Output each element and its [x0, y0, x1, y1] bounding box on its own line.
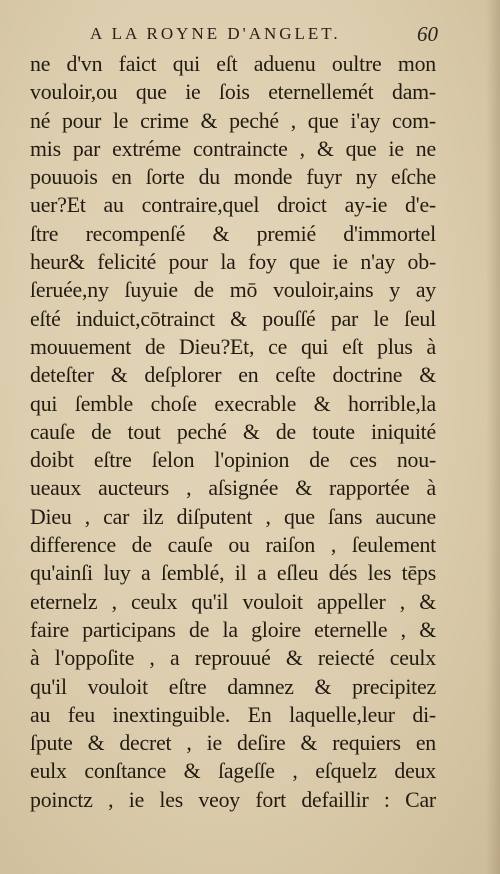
text-line: au feu inextinguible. En laquelle,leur di-: [30, 702, 436, 727]
text-line: poinctz , ie les veoy fort defaillir : Car: [30, 787, 436, 812]
body-text: [30, 50, 436, 814]
page-edge-shadow: [486, 0, 500, 874]
text-line: ſpute & decret , ie deſire & requiers en: [30, 731, 436, 756]
text-line: mis par extréme contraincte , & que ie ne: [30, 136, 436, 161]
text-line: vouloir,ou que ie ſois eternellemét dam-: [30, 80, 436, 105]
text-line: uer?Et au contraire,quel droict ay-ie d'e-: [30, 193, 436, 218]
text-line: né pour le crime & peché , que i'ay com-: [30, 108, 436, 133]
text-line: qu'ainſi luy a ſemblé, il a eſleu dés les tēps: [30, 561, 436, 586]
text-line: ſeruée,ny ſuyuie de mō vouloir,ains y ay: [30, 278, 436, 303]
text-line: ueaux aucteurs , aſsignée & rapportée à: [30, 476, 436, 501]
text-line: eulx conſtance & ſageſſe , eſquelz deux: [30, 759, 436, 784]
page-number: 60: [417, 22, 438, 46]
text-line: heur& felicité pour la foy que ie n'ay ob-: [30, 250, 436, 275]
text-line: deteſter & deſplorer en ceſte doctrine &: [30, 363, 436, 388]
text-line: Dieu , car ilz diſputent , que ſans aucune: [30, 504, 436, 529]
text-line: qui ſemble choſe execrable & horrible,la: [30, 391, 436, 416]
text-line: ſtre recompenſé & premié d'immortel: [30, 221, 436, 246]
text-line: difference de cauſe ou raiſon , ſeulement: [30, 533, 436, 558]
text-line: mouuement de Dieu?Et, ce qui eſt plus à: [30, 334, 436, 359]
text-line: qu'il vouloit eſtre damnez & precipitez: [30, 674, 436, 699]
text-line: à l'oppoſite , a reprouué & reiecté ceulx: [30, 646, 436, 671]
text-line: eternelz , ceulx qu'il vouloit appeller , &: [30, 589, 436, 614]
text-line: eſté induict,cōtrainct & pouſſé par le ſeul: [30, 306, 436, 331]
text-line: pouuois en ſorte du monde fuyr ny eſche: [30, 165, 436, 190]
text-line: faire participans de la gloire eternelle , &: [30, 617, 436, 642]
running-title: A LA ROYNE D'ANGLET.: [90, 24, 341, 43]
text-line: ne d'vn faict qui eſt aduenu oultre mon: [30, 52, 436, 76]
text-line: doibt eſtre ſelon l'opinion de ces nou-: [30, 448, 436, 473]
text-line: cauſe de tout peché & de toute iniquité: [30, 419, 436, 444]
